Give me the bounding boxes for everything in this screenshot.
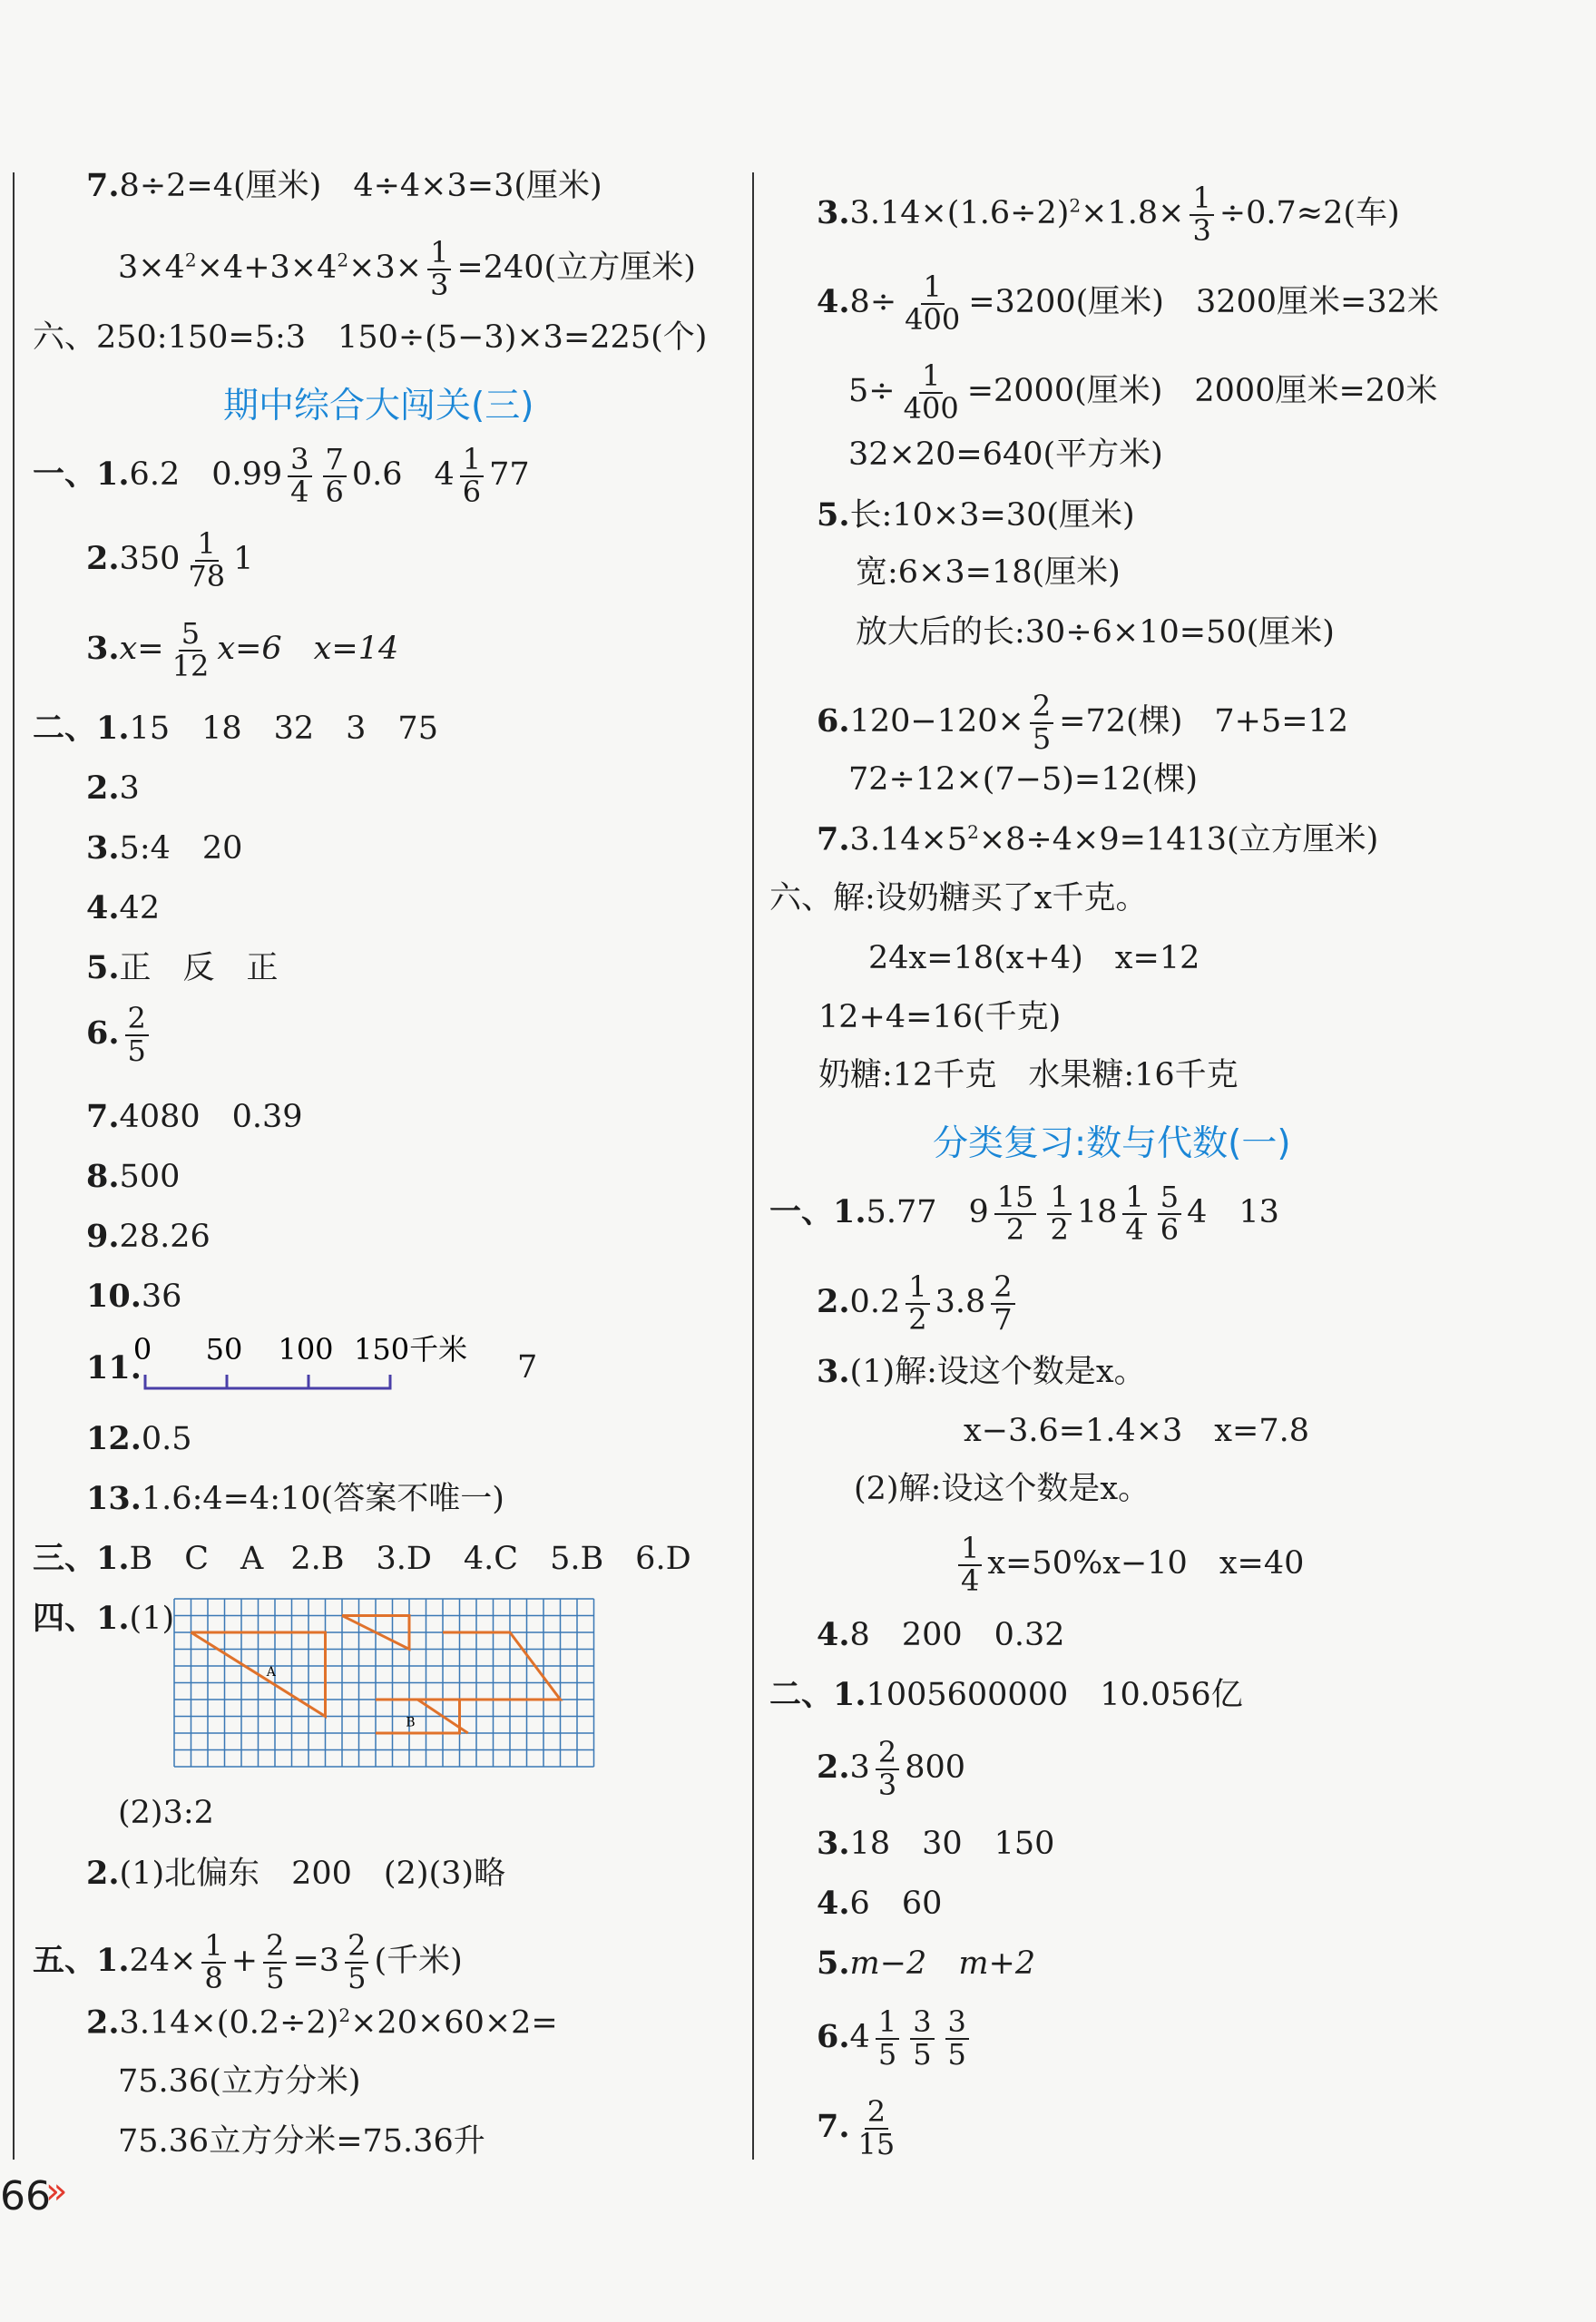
line-r13: 12+4=16(千克) xyxy=(818,999,1062,1035)
line-s11: 8.500 xyxy=(86,1158,181,1195)
fraction: $\frac{2}{5}$ xyxy=(263,1931,287,1994)
fraction: $\frac{1}{3}$ xyxy=(427,238,451,300)
fraction: $\frac{5}{12}$ xyxy=(171,616,210,683)
line-s1: 一、1.6.2 0.99 $\frac{3}{4}$ $\frac{7}{6}$ 0.6 4 $\frac{1}{6}$ 77 xyxy=(33,442,530,509)
fraction: $\frac{1}{6}$ xyxy=(460,445,484,507)
fraction: $\frac{7}{6}$ xyxy=(323,445,347,507)
fraction: $\frac{15}{2}$ xyxy=(994,1182,1037,1245)
line-s22: $2.3.14\times(0.2\div 2)^2\times 20\times 60\times 2=$ xyxy=(86,2004,558,2042)
line-s5: 2.3 xyxy=(86,769,140,807)
fraction: $\frac{1}{2}$ xyxy=(906,1272,929,1335)
fraction: $\frac{1}{5}$ xyxy=(876,2007,899,2070)
section-heading-midterm: 期中综合大闯关(三) xyxy=(223,386,534,426)
scale-bar xyxy=(132,1334,513,1397)
line-s4: 二、1.15 18 32 3 75 xyxy=(33,710,438,747)
line-l2: $3\times 4^2\times 4+3\times 4^2\times 3\times$ $\frac{1}{3}$ =240(立方厘米) xyxy=(118,235,696,302)
line-s18: 四、1.(1) xyxy=(33,1600,175,1637)
line-t14: 7. $\frac{2}{15}$ xyxy=(817,2097,903,2160)
scale-answer: 7 xyxy=(517,1349,538,1386)
line-s12: 9.28.26 xyxy=(86,1218,211,1255)
scale-label: 100 xyxy=(278,1334,334,1367)
line-s21: 五、1.24× $\frac{1}{8}$ + $\frac{2}{5}$ =3 $\frac{2}{5}$ (千米) xyxy=(33,1928,463,1995)
line-r1: $3.3.14\times(1.6\div 2)^2\times 1.8\times$ $\frac{1}{3}$ ÷0.7≈2(车) xyxy=(817,181,1400,248)
line-s24: 75.36立方分米=75.36升 xyxy=(118,2123,485,2160)
line-r11: 六、解:设奶糖买了x千克。 xyxy=(769,880,1148,916)
line-r9: 72÷12×(7−5)=12(棵) xyxy=(848,761,1199,798)
line-s20: 2.(1)北偏东 200 (2)(3)略 xyxy=(86,1855,506,1892)
line-s14: 11. xyxy=(86,1349,142,1386)
fraction: $\frac{1}{3}$ xyxy=(1190,183,1213,246)
line-l3: 六、250:150=5:3 150÷(5−3)×3=225(个) xyxy=(33,319,708,356)
left-margin-rule xyxy=(13,172,15,2160)
line-r4: 32×20=640(平方米) xyxy=(848,436,1163,473)
line-t12: 5.m−2 m+2 xyxy=(817,1945,1036,1982)
scale-label: 50 xyxy=(205,1334,243,1367)
fraction: $\frac{1}{400}$ xyxy=(905,269,961,337)
line-t1: 一、1.5.77 9 $\frac{15}{2}$ $\frac{1}{2}$ 18 $\frac{1}{4}$ $\frac{5}{6}$ 4 13 xyxy=(769,1180,1279,1247)
grid-figure xyxy=(172,1597,608,1769)
line-r7: 放大后的长:30÷6×10=50(厘米) xyxy=(856,614,1335,651)
shape-label: A xyxy=(266,1665,276,1680)
line-l1: 7.8÷2=4(厘米) 4÷4×3=3(厘米) xyxy=(86,167,602,204)
fraction: $\frac{2}{7}$ xyxy=(991,1272,1014,1335)
line-s6: 3.5:4 20 xyxy=(86,829,243,867)
line-s16: 13.1.6:4=4:10(答案不唯一) xyxy=(86,1480,504,1517)
fraction: $\frac{2}{3}$ xyxy=(876,1738,899,1800)
line-s10: 7.4080 0.39 xyxy=(86,1098,303,1135)
fraction: $\frac{1}{2}$ xyxy=(1047,1182,1071,1245)
line-t5: (2)解:设这个数是x。 xyxy=(854,1471,1150,1507)
line-s13: 10.36 xyxy=(86,1278,182,1315)
line-r5: 5.长:10×3=30(厘米) xyxy=(817,496,1135,534)
line-s23: 75.36(立方分米) xyxy=(118,2063,361,2100)
fraction: $\frac{1}{4}$ xyxy=(1122,1182,1146,1245)
line-s17: 三、1.B C A 2.B 3.D 4.C 5.B 6.D xyxy=(33,1540,691,1577)
line-t3: 3.(1)解:设这个数是x。 xyxy=(817,1353,1146,1390)
fraction: $\frac{2}{5}$ xyxy=(125,1004,149,1066)
line-r3: 5÷ $\frac{1}{400}$ =2000(厘米) 2000厘米=20米 xyxy=(848,358,1438,426)
line-t13: 6.4 $\frac{1}{5}$ $\frac{3}{5}$ $\frac{3}{5}$ xyxy=(817,2007,974,2070)
line-t6: $\frac{1}{4}$ x=50%x−10 x=40 xyxy=(953,1533,1304,1596)
line-r14: 奶糖:12千克 水果糖:16千克 xyxy=(818,1057,1239,1093)
fraction: $\frac{3}{4}$ xyxy=(288,445,311,507)
fraction: $\frac{1}{400}$ xyxy=(903,358,959,426)
section-heading-review: 分类复习:数与代数(一) xyxy=(933,1123,1291,1164)
line-t8: 二、1.1005600000 10.056亿 xyxy=(769,1676,1243,1713)
fraction: $\frac{3}{5}$ xyxy=(945,2007,969,2070)
line-t7: 4.8 200 0.32 xyxy=(817,1616,1065,1653)
shape-label: B xyxy=(406,1715,416,1730)
page-number: 66 xyxy=(0,2173,51,2219)
line-s9: 6. $\frac{2}{5}$ xyxy=(86,1004,154,1066)
line-s3: 3.x= $\frac{5}{12}$ x=6 x=14 xyxy=(86,616,399,683)
line-r12: 24x=18(x+4) x=12 xyxy=(868,940,1200,976)
line-s15: 12.0.5 xyxy=(86,1420,192,1457)
column-divider xyxy=(752,172,754,2160)
fraction: $\frac{1}{78}$ xyxy=(188,526,226,593)
fraction: $\frac{1}{8}$ xyxy=(201,1931,225,1994)
scale-label: 0 xyxy=(132,1334,152,1367)
fraction: $\frac{2}{5}$ xyxy=(345,1931,368,1994)
line-r10: $7.3.14\times 5^2\times 8\div 4\times 9=1413$(立方厘米) xyxy=(817,820,1379,858)
line-t11: 4.6 60 xyxy=(817,1885,943,1922)
line-t9: 2.3 $\frac{2}{3}$ 800 xyxy=(817,1735,965,1802)
line-r8: 6.120−120× $\frac{2}{5}$ =72(棵) 7+5=12 xyxy=(817,689,1349,756)
line-s19: (2)3:2 xyxy=(118,1795,214,1831)
line-t10: 3.18 30 150 xyxy=(817,1825,1055,1862)
fraction: $\frac{2}{15}$ xyxy=(857,2094,896,2161)
line-r6: 宽:6×3=18(厘米) xyxy=(856,554,1121,591)
line-r2: 4.8÷ $\frac{1}{400}$ =3200(厘米) 3200厘米=32米 xyxy=(817,269,1439,337)
fraction: $\frac{5}{6}$ xyxy=(1158,1182,1181,1245)
line-t4: x−3.6=1.4×3 x=7.8 xyxy=(964,1413,1310,1449)
fraction: $\frac{3}{5}$ xyxy=(910,2007,934,2070)
line-s8: 5.正 反 正 xyxy=(86,949,279,986)
fraction: $\frac{2}{5}$ xyxy=(1030,691,1053,754)
line-s2: 2.350 $\frac{1}{78}$ 1 xyxy=(86,526,254,593)
line-s7: 4.42 xyxy=(86,889,161,926)
scale-label: 150千米 xyxy=(354,1334,468,1367)
line-t2: 2.0.2 $\frac{1}{2}$ 3.8 $\frac{2}{7}$ xyxy=(817,1272,1021,1335)
chevron-right-icon: » xyxy=(45,2170,68,2212)
fraction: $\frac{1}{4}$ xyxy=(958,1533,982,1596)
